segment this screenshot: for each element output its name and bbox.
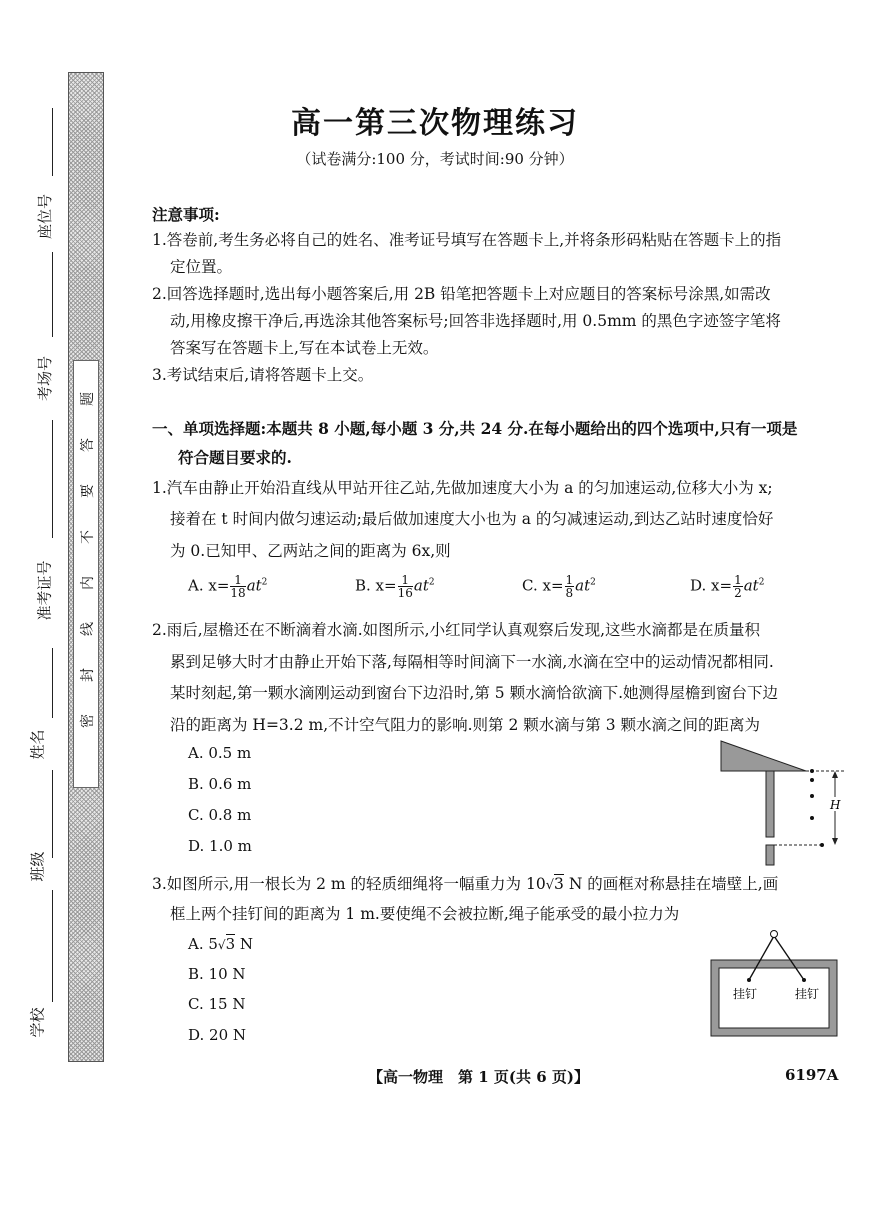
q3-option-c: C. 15 N xyxy=(188,995,246,1013)
seal-char: 答 xyxy=(80,438,96,452)
water-drop xyxy=(810,816,814,820)
note-line: 答案写在答题卡上,写在本试卷上无效。 xyxy=(170,339,439,357)
name-line xyxy=(52,648,53,718)
q1-option-a: A. x= $\frac{1}{18}$ $at^2$ xyxy=(188,573,268,600)
seal-char: 封 xyxy=(80,668,96,682)
note-line: 动,用橡皮擦干净后,再选涂其他答案标号;回答非选择题时,用 0.5mm 的黑色字迹签字笔将 xyxy=(170,312,781,330)
q2-option-b: B. 0.6 m xyxy=(188,775,252,793)
question-2-text: 某时刻起,第一颗水滴刚运动到窗台下边沿时,第 5 颗水滴恰欲滴下.她测得屋檐到窗台下边 xyxy=(170,684,778,702)
picture-frame-figure xyxy=(705,926,845,1040)
raindrop-eaves-figure xyxy=(700,735,850,870)
q3-option-a: A. 5√3 N xyxy=(188,935,254,953)
school-line xyxy=(52,890,53,1002)
note-line: 1.答卷前,考生务必将自己的姓名、准考证号填写在答题卡上,并将条形码粘贴在答题卡上的指 xyxy=(152,231,782,249)
name-label: 姓名 xyxy=(28,729,47,760)
seal-char: 密 xyxy=(80,714,96,728)
school-label: 学校 xyxy=(28,1007,47,1038)
question-3-text: 3.如图所示,用一根长为 2 m 的轻质细绳将一幅重力为 10√3 N 的画框对称悬挂在墙壁上,画 xyxy=(152,875,779,893)
q3-option-d: D. 20 N xyxy=(188,1026,247,1044)
water-drop xyxy=(810,769,814,773)
page-title: 高一第三次物理练习 xyxy=(291,106,579,141)
hook-right xyxy=(802,978,806,982)
question-2-text: 2.雨后,屋檐还在不断滴着水滴.如图所示,小红同学认真观察后发现,这些水滴都是在质量积 xyxy=(152,621,760,639)
hook-label-left: 挂钉 xyxy=(733,987,758,1001)
question-1-text: 为 0.已知甲、乙两站之间的距离为 6x,则 xyxy=(170,542,451,560)
question-2-text: 沿的距离为 H=3.2 m,不计空气阻力的影响.则第 2 颗水滴与第 3 颗水滴之间的距离为 xyxy=(170,716,760,734)
q2-option-a: A. 0.5 m xyxy=(188,744,252,762)
class-label: 班级 xyxy=(28,851,47,882)
q2-option-c: C. 0.8 m xyxy=(188,806,252,824)
paper-code: 6197A xyxy=(785,1066,839,1084)
q1-option-c: C. x= $\frac{1}{8}$ $at^2$ xyxy=(522,573,596,600)
arrow-head-up xyxy=(832,771,838,778)
seal-line-box xyxy=(73,360,99,788)
question-1-text: 1.汽车由静止开始沿直线从甲站开往乙站,先做加速度大小为 a 的匀加速运动,位移大小为 x; xyxy=(152,479,773,497)
water-drop xyxy=(810,794,814,798)
q2-option-d: D. 1.0 m xyxy=(188,837,252,855)
seal-char: 内 xyxy=(80,576,96,590)
water-drop xyxy=(820,843,824,847)
exam-room-label: 考场号 xyxy=(36,355,55,402)
q3-option-b: B. 10 N xyxy=(188,965,246,983)
q1-option-d: D. x= $\frac{1}{2}$ $at^2$ xyxy=(690,573,765,600)
note-line: 2.回答选择题时,选出每小题答案后,用 2B 铅笔把答题卡上对应题目的答案标号涂黑,如需改 xyxy=(152,285,771,303)
ticket-number-label: 准考证号 xyxy=(35,560,54,621)
hook-label-right: 挂钉 xyxy=(795,987,820,1001)
seal-char: 要 xyxy=(80,484,96,498)
height-label: H xyxy=(830,798,841,812)
seal-char: 题 xyxy=(80,392,96,406)
water-drop xyxy=(810,778,814,782)
arrow-head-down xyxy=(832,838,838,845)
eaves-roof xyxy=(721,741,806,771)
wall-nail xyxy=(771,931,778,938)
windowsill xyxy=(766,845,774,865)
note-line: 3.考试结束后,请将答题卡上交。 xyxy=(152,366,374,384)
seal-char: 线 xyxy=(80,622,96,636)
exam-room-line xyxy=(52,252,53,337)
question-1-text: 接着在 t 时间内做匀速运动;最后做加速度大小也为 a 的匀减速运动,到达乙站时速度恰好 xyxy=(170,510,774,528)
seal-char: 不 xyxy=(80,530,96,544)
notes-heading: 注意事项: xyxy=(152,205,220,224)
ticket-number-line xyxy=(52,420,53,538)
class-line xyxy=(52,770,53,858)
question-3-text: 框上两个挂钉间的距离为 1 m.要使绳不会被拉断,绳子能承受的最小拉力为 xyxy=(170,905,680,923)
page-footer: 【高一物理 第 1 页(共 6 页)】 xyxy=(368,1068,589,1086)
note-line: 定位置。 xyxy=(170,258,233,276)
question-2-text: 累到足够大时才由静止开始下落,每隔相等时间滴下一水滴,水滴在空中的运动情况都相同. xyxy=(170,653,774,671)
seat-number-label: 座位号 xyxy=(36,193,55,240)
q1-option-b: B. x= $\frac{1}{16}$ $at^2$ xyxy=(355,573,435,600)
section-heading: 一、单项选择题:本题共 8 小题,每小题 3 分,共 24 分.在每小题给出的四个选项中,只有一项是 xyxy=(152,419,798,438)
hook-left xyxy=(747,978,751,982)
exam-info: （试卷满分:100 分，考试时间:90 分钟） xyxy=(296,150,574,168)
section-heading-cont: 符合题目要求的. xyxy=(178,448,292,467)
wall-upper xyxy=(766,771,774,837)
